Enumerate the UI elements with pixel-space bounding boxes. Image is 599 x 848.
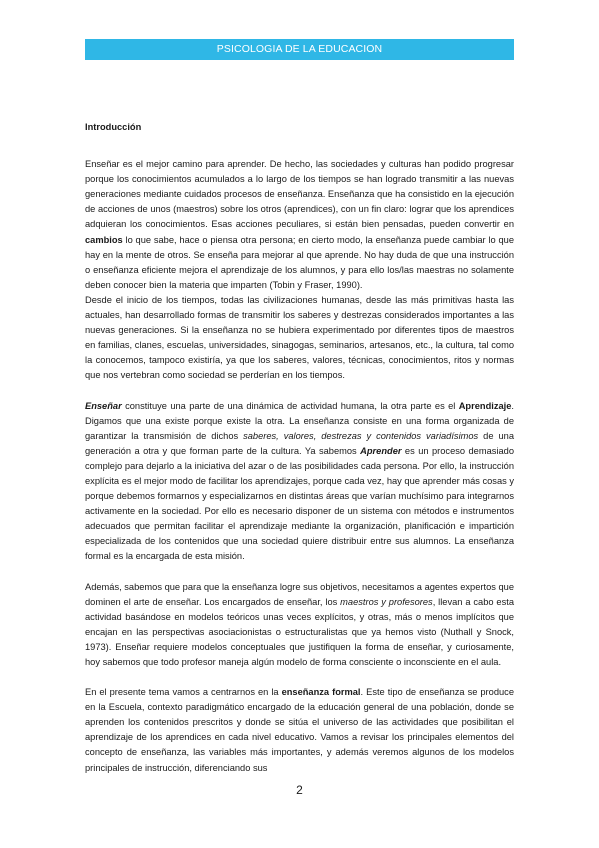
- paragraph-gap: [85, 565, 514, 580]
- document-header-bar: [85, 39, 514, 60]
- paragraph-gap: [85, 384, 514, 399]
- paragraph-5-text-c: . Este tipo de enseñanza se produce en la Escuela, contexto paradigmático encargado de la educación general de una población, donde se aprenden los contenidos prescritos y donde se sitúa el universo de las actividades que posibilitan el aprendizaje de los aprendices en cada nivel educativo. Vamos a revisar los principales elementos del concepto de enseñanza, las variables más importantes, y además veremos algunos de los modelos principales de instrucción, diferenciando sus: [85, 687, 514, 773]
- paragraph-4-italic-maestros: maestros y profesores: [340, 596, 433, 607]
- paragraph-5-bold-ensenanza-formal: enseñanza formal: [281, 687, 361, 698]
- paragraph-gap: [85, 670, 514, 685]
- paragraph-3-text-f: de una generación a otra y que forman parte de la cultura. Ya sabemos: [85, 430, 514, 456]
- paragraph-4: [85, 580, 514, 671]
- document-body: [85, 120, 514, 776]
- paragraph-3-text-b: constituye una parte de una dinámica de actividad humana, la otra parte es el: [121, 400, 459, 411]
- page-number: 2: [296, 783, 303, 797]
- paragraph-3-text-h: es un proceso demasiado complejo para dejarlo a la iniciativa del azar o de las posibilidades cada persona. Por ello, la instrucción explícita es el mejor modo de facilitar los aprendizajes, porque cada vez, hay que aprender más cosas y porque debemos formarnos y especializarnos en distintas áreas que varían muchísimo para integrarnos activamente en la sociedad. Por ello es necesario disponer de un sistema con métodos e instrumentos adecuados que permitan facilitar el aprendizaje mediante la organización, planificación e impartición especializada de los contenidos que una sociedad quiere distribuir entre sus alumnos. La enseñanza formal es la encargada de esta misión.: [85, 445, 514, 562]
- paragraph-4-text-c: , llevan a cabo esta actividad basándose en modelos teóricos unas veces explícitos, y otras, más o menos implícitos que encajan en las perspectivas asociacionistas o estructuralistas que ya hemos visto (Nuthall y Snock, 1973). Enseñar requiere modelos conceptuales que justifiquen la forma de enseñar, y curiosamente, hoy sabemos que todo profesor maneja algún modelo de forma consciente o inconsciente en el aula.: [85, 596, 514, 667]
- paragraph-3-italic-saberes: saberes, valores, destrezas y contenidos variadísimos: [243, 430, 479, 441]
- document-header-title: PSICOLOGIA DE LA EDUCACION: [216, 43, 383, 55]
- paragraph-3-bold-aprendizaje: Aprendizaje: [458, 400, 512, 411]
- paragraph-2: Desde el inicio de los tiempos, todas las civilizaciones humanas, desde las más primitivas hasta las actuales, han desarrollado formas de transmitir los saberes y destrezas considerados importantes a las nuevas generaciones. Si la enseñanza no se hubiera experimentado por diferentes tipos de maestros en familias, clanes, escuelas, universidades, sinagogas, seminarios, artesanos, etc., la cultura, tal como la conocemos, tampoco existiría, ya que los saberes, valores, técnicas, conocimientos, ritos y normas que nos vertebran como sociedad se perderían en los tiempos.: [85, 294, 514, 381]
- paragraph-4-text-a: Además, sabemos que para que la enseñanza logre sus objetivos, necesitamos a agentes expertos que dominen el arte de enseñar. Los encargados de enseñar, los: [85, 581, 514, 607]
- paragraph-5-text-a: En el presente tema vamos a centrarnos en la: [85, 687, 282, 698]
- paragraph-1-text-c: lo que sabe, hace o piensa otra persona; en cierto modo, la enseñanza puede cambiar lo que hay en la mente de otros. Se enseña para mejorar al que aprende. No hay duda de que una instrucción o enseñanza eficiente mejora el aprendizaje de los alumnos, y para ello los/las maestras no solamente deben conocer bien la materia que imparten (Tobin y Fraser, 1990).: [85, 234, 514, 290]
- paragraph-1: [85, 157, 514, 293]
- section-heading: Introducción: [85, 122, 142, 132]
- paragraph-3-bold-italic-aprender: Aprender: [360, 445, 402, 456]
- paragraph-3-text-d: . Digamos que una existe porque existe la otra. La enseñanza consiste en una forma organizada de garantizar la transmisión de dichos: [85, 400, 514, 441]
- paragraph-3: [85, 399, 514, 565]
- paragraph-1-text-a: Enseñar es el mejor camino para aprender. De hecho, las sociedades y culturas han podido progresar porque los conocimientos acumulados a lo largo de los tiempos se han logrado transmitir a las nuevas generaciones mediante cuidados procesos de enseñanza. Enseñanza que ha consistido en la ejecución de acciones de unos (maestros) sobre los otros (aprendices), con un fin claro: lograr que los aprendices adquieran los conocimientos. Esas acciones peculiares, si están bien pensadas, pueden convertir en: [85, 159, 514, 230]
- paragraph-5: [85, 685, 514, 776]
- paragraph-3-bold-italic-ensenar: Enseñar: [85, 400, 122, 411]
- paragraph-1-bold-cambios: cambios: [85, 234, 123, 245]
